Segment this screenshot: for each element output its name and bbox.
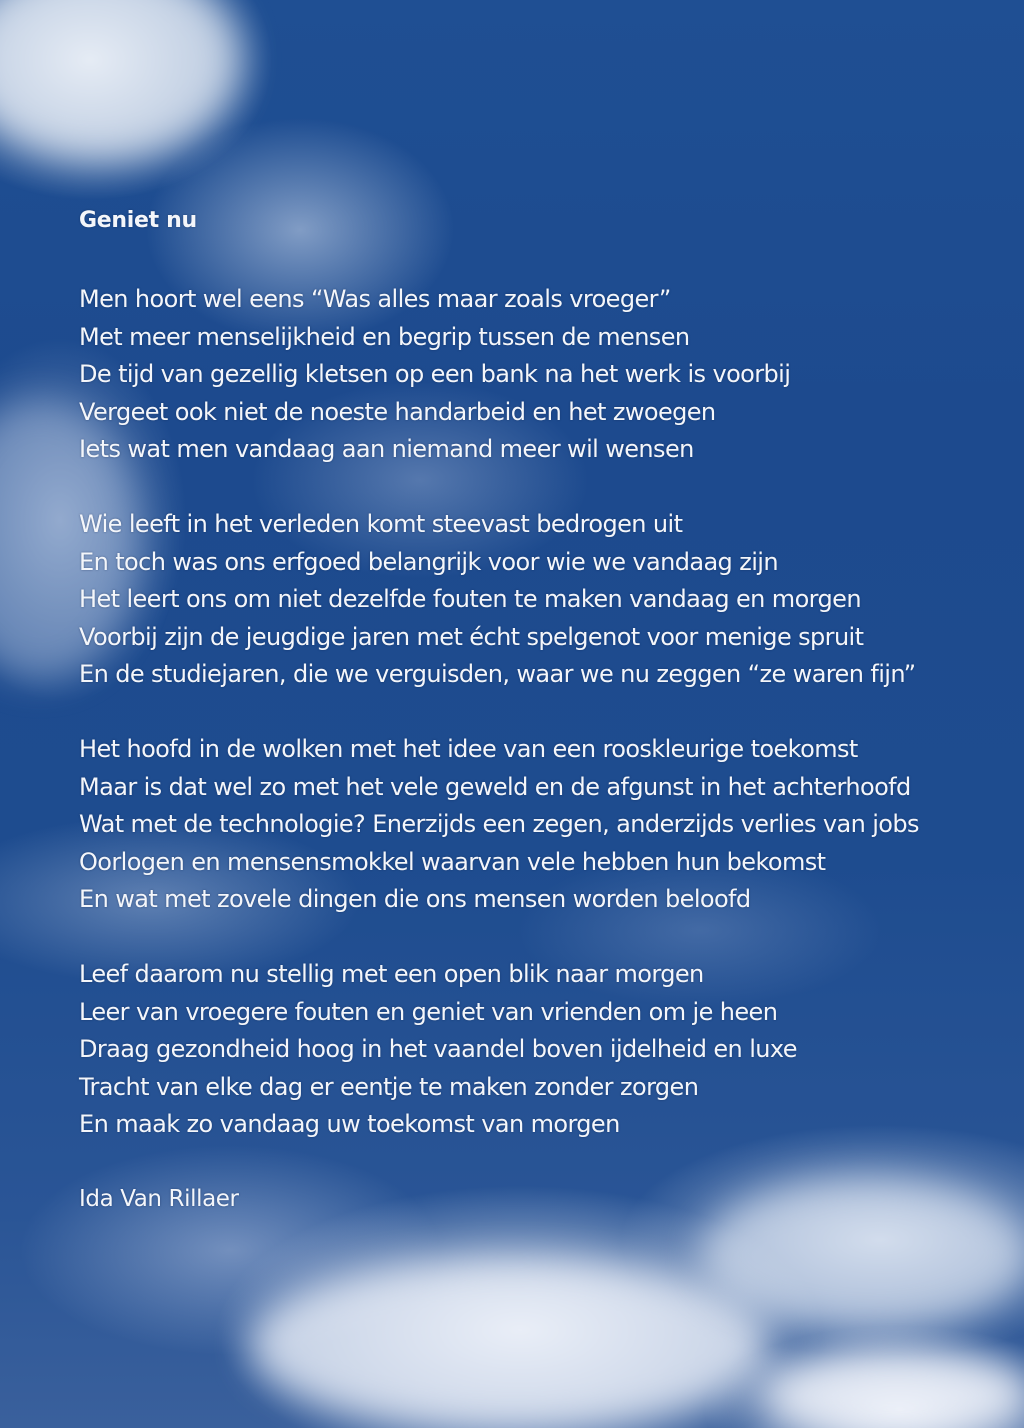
poem-line: Voorbij zijn de jeugdige jaren met écht spelgenot voor menige spruit (79, 622, 864, 651)
poem-line: Wat met de technologie? Enerzijds een zegen, anderzijds verlies van jobs (79, 810, 919, 839)
poem-line: Met meer menselijkheid en begrip tussen de mensen (79, 322, 690, 351)
poem-line: Tracht van elke dag er eentje te maken zonder zorgen (79, 1072, 699, 1101)
poem-line: Iets wat men vandaag aan niemand meer wil wensen (79, 435, 694, 464)
poem-stanza (79, 956, 1009, 1144)
cloud-top-left (0, 0, 240, 160)
poem-line: Leer van vroegere fouten en geniet van vrienden om je heen (79, 997, 778, 1026)
poem-line: Oorlogen en mensensmokkel waarvan vele hebben hun bekomst (79, 847, 826, 876)
poem-line: Wie leeft in het verleden komt steevast bedrogen uit (79, 509, 683, 538)
poem-line: Het hoofd in de wolken met het idee van een rooskleurige toekomst (79, 734, 858, 763)
poem-line: En maak zo vandaag uw toekomst van morgen (79, 1110, 620, 1139)
poem (79, 203, 1009, 1218)
poem-stanzas (79, 281, 1009, 1144)
poem-line: En toch was ons erfgoed belangrijk voor wie we vandaag zijn (79, 547, 778, 576)
poem-title: Geniet nu (79, 208, 197, 233)
poem-stanza (79, 731, 1009, 919)
poem-line: De tijd van gezellig kletsen op een bank na het werk is voorbij (79, 360, 791, 389)
poem-line: Het leert ons om niet dezelfde fouten te maken vandaag en morgen (79, 585, 861, 614)
poem-line: En de studiejaren, die we verguisden, waar we nu zeggen “ze waren fijn” (79, 660, 916, 689)
poem-line: Vergeet ook niet de noeste handarbeid en het zwoegen (79, 397, 716, 426)
poem-line: Men hoort wel eens “Was alles maar zoals vroeger” (79, 285, 671, 313)
cloud-bottom-center (250, 1260, 770, 1428)
poem-line: Draag gezondheid hoog in het vaandel boven ijdelheid en luxe (79, 1035, 797, 1064)
poem-line: En wat met zovele dingen die ons mensen worden beloofd (79, 885, 751, 914)
poem-author: Ida Van Rillaer (79, 1185, 239, 1212)
poem-line: Leef daarom nu stellig met een open blik naar morgen (79, 959, 704, 988)
cloud-bottom-far-right (760, 1350, 1024, 1428)
poem-stanza (79, 281, 1009, 469)
poem-stanza (79, 506, 1009, 694)
poem-line: Maar is dat wel zo met het vele geweld en de afgunst in het achterhoofd (79, 772, 911, 801)
